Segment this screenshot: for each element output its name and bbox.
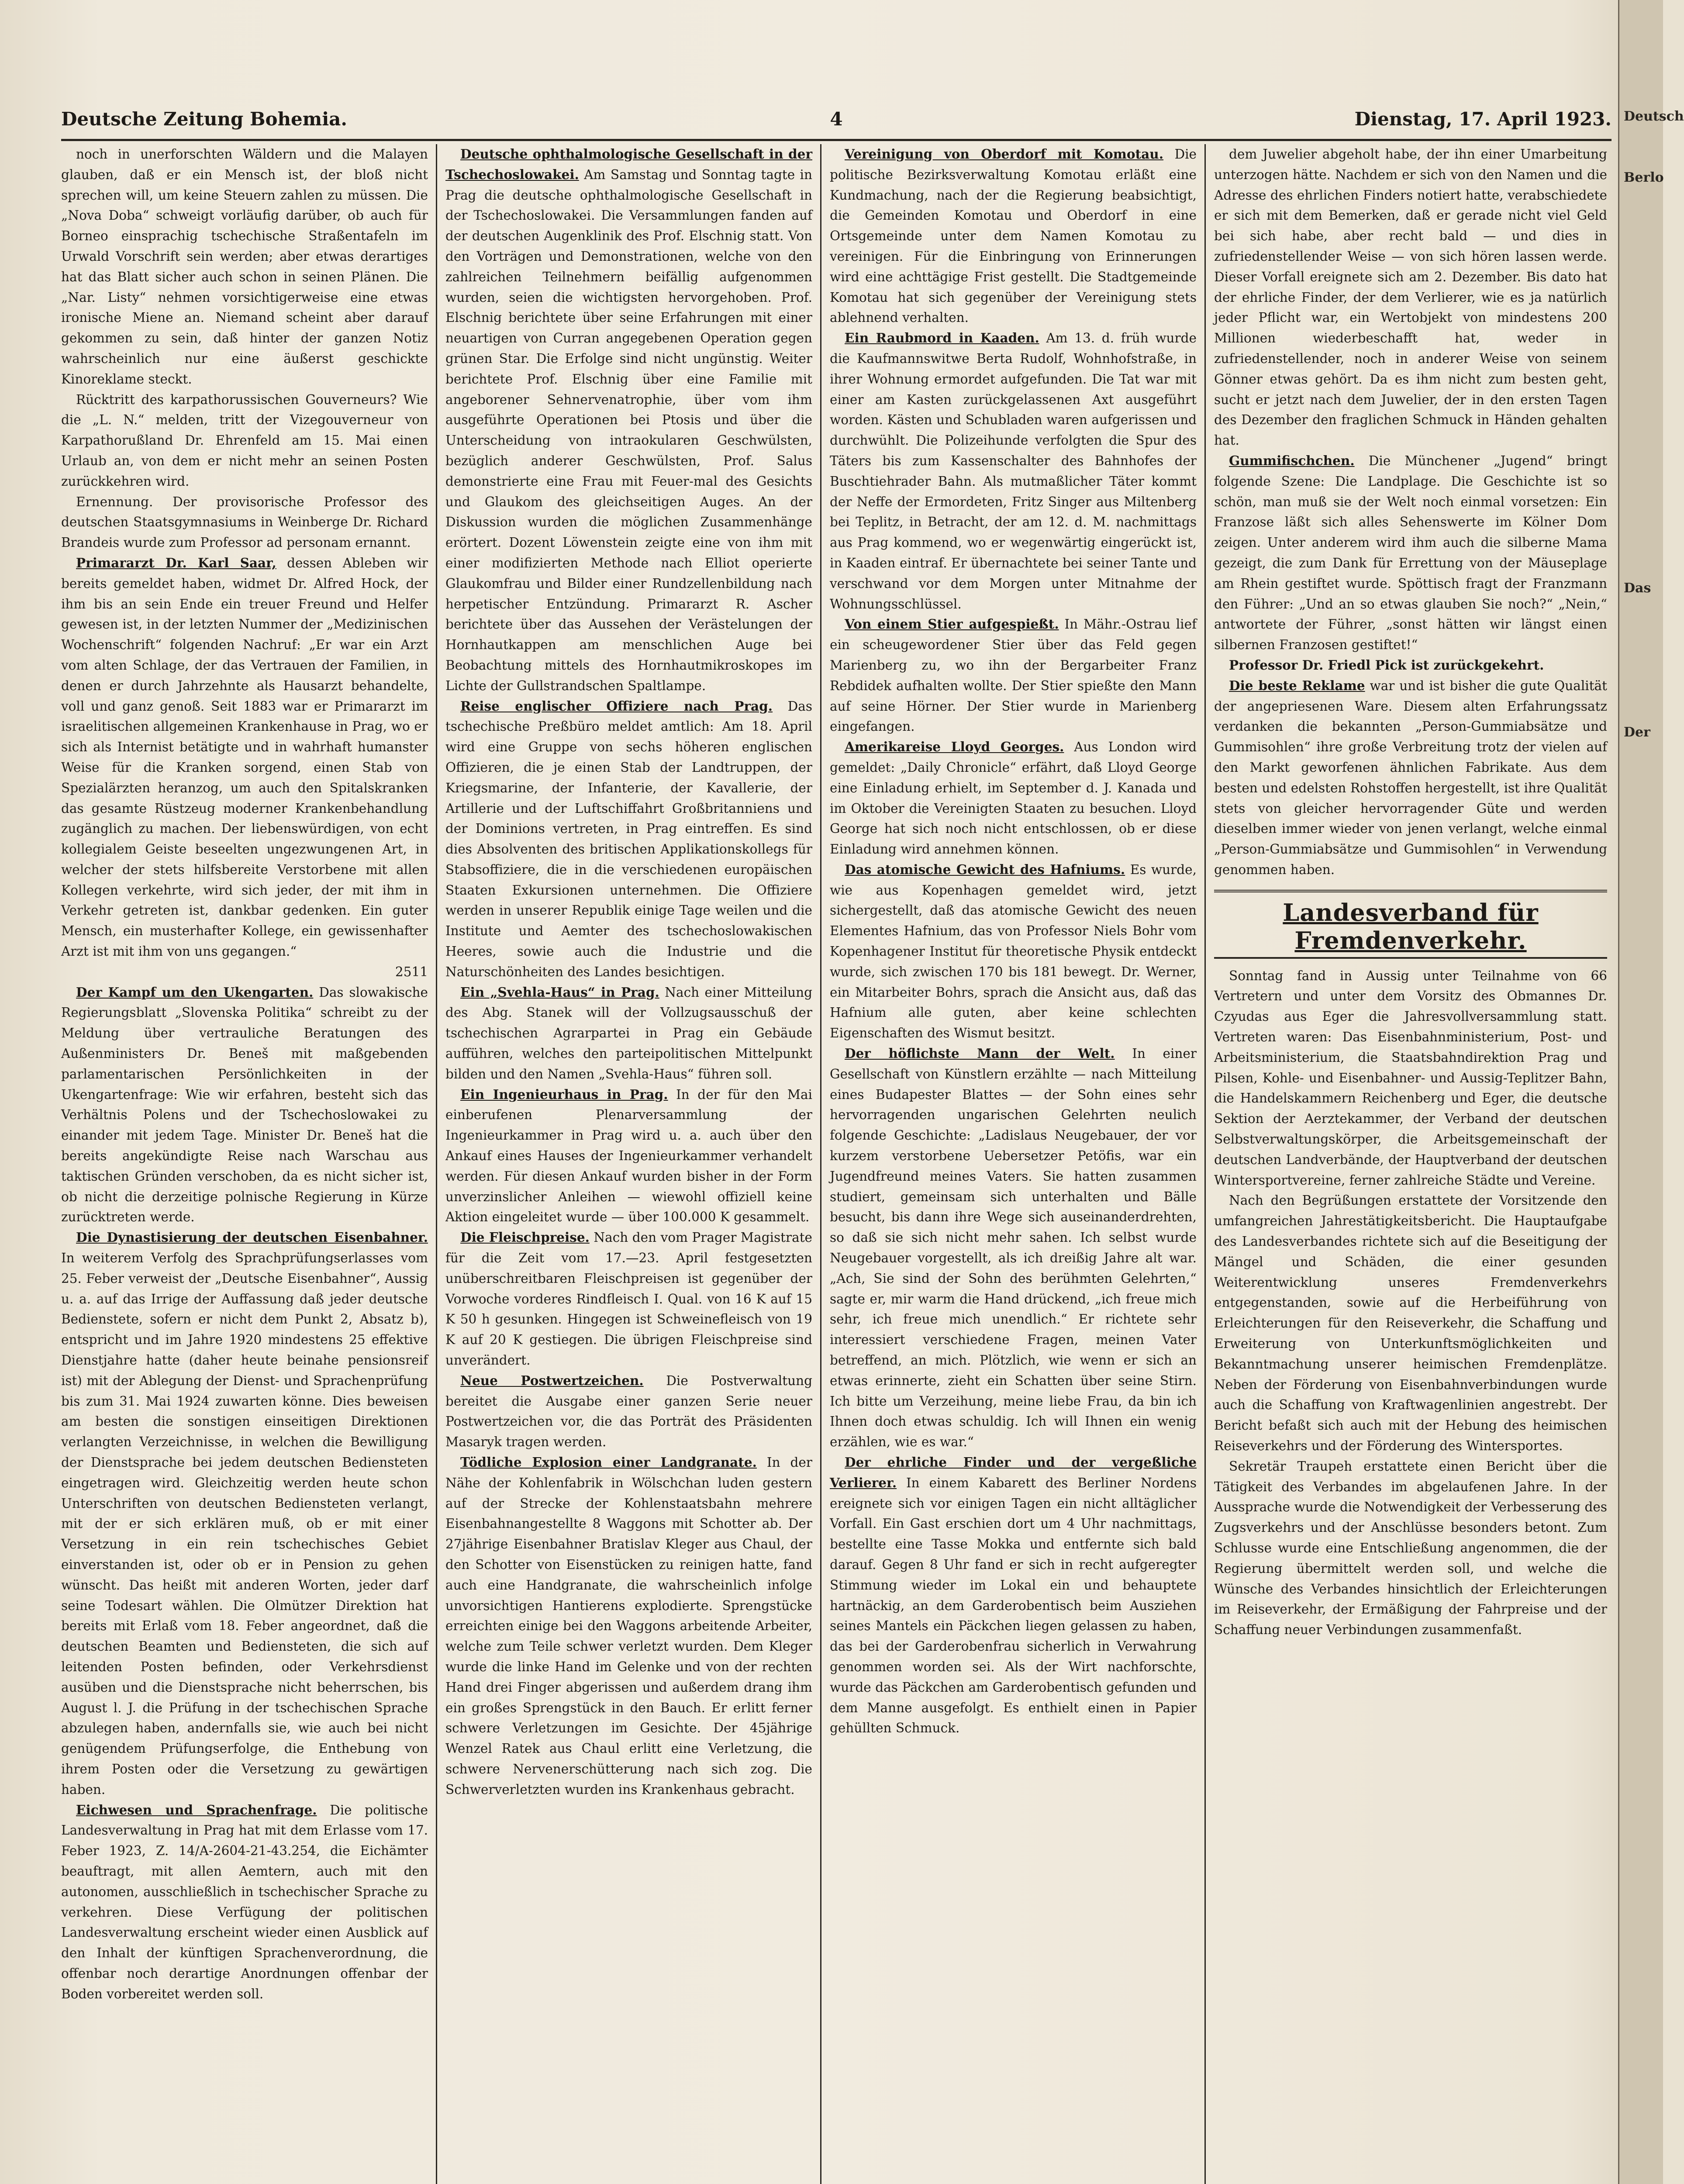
- column-4: [1214, 144, 1607, 2184]
- article-heading: Gummifischchen.: [1229, 453, 1355, 468]
- article-text: Das tschechische Preßbüro meldet amtlich: Am 18. April wird eine Gruppe von sechs höheren englischen Offizieren, die je einen Stab der Landtruppen, der Kriegsmarine, der Infanterie, der Kavallerie, der Artillerie und der Luftschiffahrt Großbritanniens und der Dominions vertreten, in Prag eintreffen. Es sind dies Absolventen des britischen Applikationskollegs für Stabsoffiziere, die in die verschiedenen europäischen Staaten Exkursionen unternehmen. Die Offiziere werden in unserer Republik einige Tage weilen und die Institute und Aemter des tschechoslowakischen Heeres, sowie auch die Industrie und die Naturschönheiten des Landes besichtigen.: [445, 698, 812, 979]
- article-heading: Vereinigung von Oberdorf mit Komotau.: [845, 146, 1164, 162]
- edge-fragment: Deutsch: [1624, 109, 1684, 124]
- article-text: Ernennung. Der provisorische Professor des deutschen Staatsgymnasiums in Weinberge Dr. Richard Brandeis wurde zum Professor ad personam ernannt.: [61, 494, 428, 550]
- article: [830, 737, 1197, 860]
- article: [445, 1371, 812, 1452]
- article-heading: Deutsche ophthalmologische Gesellschaft in der Tschechoslowakei.: [445, 146, 812, 182]
- article-heading: Ein Ingenieurhaus in Prag.: [460, 1086, 668, 1102]
- article-heading: Der höflichste Mann der Welt.: [845, 1046, 1115, 1061]
- article: [830, 1452, 1197, 1738]
- edge-fragment: Berlo: [1624, 170, 1664, 185]
- article: [445, 696, 812, 982]
- article-heading: Ein Raubmord in Kaaden.: [845, 330, 1039, 346]
- article-text: Die Münchener „Jugend“ bringt folgende Szene: Die Landplage. Die Geschichte ist so schön, man muß sie der Welt noch einmal vorsetzen: Ein Franzose läßt sich alles Sehenswerte im Kölner Dom zeigen. Unter anderem wird ihm auch die silberne Mama gezeigt, die zum Dank für Errettung von der Mäuseplage am Rhein gestiftet wurde. Spöttisch fragt der Franzmann den Führer: „Und an so etwas glauben Sie noch?“ „Nein,“ antwortete der Führer, „sonst hätten wir längst einen silbernen Franzosen gestiftet!“: [1214, 453, 1607, 653]
- article-heading: Die Dynastisierung der deutschen Eisenbahner.: [76, 1230, 428, 1245]
- article-text: In der für den Mai einberufenen Plenarversammlung der Ingenieurkammer in Prag wird u. a. auch über den Ankauf eines Hauses der Ingenieurkammer verhandelt werden. Für diesen Ankauf wurden bisher in der Form unverzinslicher Anleihen — wiewohl offiziell keine Aktion eingeleitet wurde — über 100.000 K gesammelt.: [445, 1087, 812, 1225]
- article-text: Aus London wird gemeldet: „Daily Chronicle“ erfährt, daß Lloyd George eine Einladung erhielt, im September d. J. Kanada und im Oktober die Vereinigten Staaten zu besuchen. Lloyd George hat sich noch nicht entschlossen, ob er diese Einladung wird annehmen können.: [830, 740, 1197, 857]
- article-heading: Der Kampf um den Ukengarten.: [76, 984, 314, 1000]
- newspaper-title: Deutsche Zeitung Bohemia.: [61, 108, 347, 130]
- edge-fragment: Der: [1624, 725, 1650, 740]
- article-text: Die politische Bezirksverwaltung Komotau erläßt eine Kundmachung, nach der die Regierung beabsichtigt, die Gemeinden Komotau und Oberdorf in eine Ortsgemeinde unter dem Namen Komotau zu vereinigen. Für die Einbringung von Erinnerungen wird eine achttägige Frist gestellt. Die Stadtgemeinde Komotau hat sich gegenüber der Vereinigung stets ablehnend verhalten.: [830, 147, 1197, 325]
- article-text: Es wurde, wie aus Kopenhagen gemeldet wird, jetzt sichergestellt, daß das atomische Gewicht des neuen Elementes Hafnium, das von Professor Niels Bohr vom Kopenhagener Institut für theoretische Physik entdeckt wurde, sich zwischen 170 bis 181 bewegt. Dr. Werner, ein Mitarbeiter Bohrs, sprach die Ansicht aus, daß das Hafnium alle guten, aber keine schlechten Eigenschaften des Wismut besitzt.: [830, 862, 1197, 1041]
- article: [61, 1800, 428, 2004]
- article-heading: Ein „Svehla-Haus“ in Prag.: [460, 984, 659, 1000]
- article: [830, 144, 1197, 328]
- article-text: dem Juwelier abgeholt habe, der ihn einer Umarbeitung unterzogen hätte. Nachdem er sich von den Namen und die Adresse des ehrlichen Finders notiert hatte, verabschiedete er sich mit dem Bemerken, daß er gerade nicht viel Geld bei sich habe, aber recht bald — und dies in zufriedenstellender Weise — von sich hören lassen werde. Dieser Vorfall ereignete sich am 2. Dezember. Bis dato hat der ehrliche Finder, der dem Verlierer, wie es ja natürlich jeder Pflicht war, ein Wertobjekt von mindestens 200 Millionen wiederbeschafft hat, weder in zufriedenstellender, noch in anderer Weise von seinem Gönner etwas gehört. Da es ihm nicht zum besten geht, sucht er jetzt nach dem Juwelier, der in den ersten Tagen des Dezember den fraglichen Schmuck in Händen gehalten hat.: [1214, 147, 1607, 448]
- article-text: In einem Kabarett des Berliner Nordens ereignete sich vor einigen Tagen ein nicht alltäglicher Vorfall. Ein Gast erschien dort um 4 Uhr nachmittags, bestellte eine Tasse Mokka und entfernte sich bald darauf. Gegen 8 Uhr fand er sich in recht aufgeregter Stimmung wieder im Lokal ein und behauptete hartnäckig, an dem Garderobentisch beim Ausziehen seines Mantels ein Päckchen liegen gelassen zu haben, das bei der Garderobenfrau sicherlich in Verwahrung genommen worden sei. Als der Wirt nachforschte, wurde das Päckchen am Garderobentisch gefunden und dem Manne ausgefolgt. Es enthielt einen in Papier gehüllten Schmuck.: [830, 1475, 1197, 1736]
- article-text: In der Nähe der Kohlenfabrik in Wölschchan luden gestern auf der Strecke der Kohlenstaatsbahn mehrere Eisenbahnangestellte 8 Waggons mit Schotter ab. Der 27jährige Eisenbahner Bratislav Kleger aus Chaul, der den Schotter von Eisenstücken zu reinigen hatte, fand auch eine Handgranate, die wahrscheinlich infolge unvorsichtigen Hantierens explodierte. Sprengstücke erreichten einige bei den Waggons arbeitende Arbeiter, welche zum Teile schwer verletzt wurden. Dem Kleger wurde die linke Hand im Gelenke und von der rechten Hand drei Finger abgerissen und außerdem drang ihm ein großes Sprengstück in den Bauch. Er erlitt ferner schwere Verletzungen im Gesichte. Der 45jährige Wenzel Ratek aus Chaul erlitt eine Verletzung, die schwere Nervenerschütterung nach sich zog. Die Schwerverletzten wurden ins Krankenhaus gebracht.: [445, 1455, 812, 1797]
- edge-fragment: Das: [1624, 581, 1651, 596]
- section-box: [1214, 890, 1607, 959]
- article-text: Nach den Begrüßungen erstattete der Vorsitzende den umfangreichen Jahrestätigkeitsbericht. Die Hauptaufgabe des Landesverbandes richtete sich auf die Beseitigung der Mängel und Schäden, die einer gesunden Weiterentwicklung unseres Fremdenverkehrs entgegenstanden, sowie auf die Herbeiführung von Erleichterungen für den Reiseverkehr, die Schaffung und Erweiterung von Unterkunftsmöglichkeiten und Bekanntmachung unserer heimischen Fremdenplätze. Neben der Förderung von Eisenbahnverbindungen wurde auch die Schaffung von Kraftwagenlinien angestrebt. Der Bericht befaßt sich auch mit der Hebung des heimischen Reiseverkehrs und der Förderung des Wintersportes.: [1214, 1193, 1607, 1454]
- article: [445, 1227, 812, 1371]
- article-text: In Mähr.-Ostrau lief ein scheugewordener Stier über das Feld gegen Marienberg zu, wo ihn der Bergarbeiter Franz Rebdidek aufhalten wollte. Der Stier spießte den Mann auf seine Hörner. Der Stier wurde in Marienberg eingefangen.: [830, 617, 1197, 734]
- article: [830, 328, 1197, 614]
- article-text: Am 13. d. früh wurde die Kaufmannswitwe Berta Rudolf, Wohnhofstraße, in ihrer Wohnung ermordet aufgefunden. Die Tat war mit einer am Kasten zurückgelassenen Axt ausgeführt worden. Kästen und Schubladen waren aufgerissen und durchwühlt. Die Polizeihunde verfolgten die Spur des Täters bis zum Kassenschalter des Bahnhofes der Buschtiehrader Bahn. Als mutmaßlicher Täter kommt der Neffe der Ermordeten, Fritz Singer aus Miltenberg bei Teplitz, in Betracht, der am 12. d. M. nachmittags aus Prag kommend, wo er wegenwärtig eingerückt ist, in Kaaden eintraf. Er übernachtete bei seiner Tante und verschwand vor dem Morgen unter Mitnahme der Wohnungsschlüssel.: [830, 331, 1197, 612]
- article-heading: Die Fleischpreise.: [460, 1230, 590, 1245]
- article: [830, 860, 1197, 1044]
- page-header: [61, 104, 1612, 141]
- article-heading: Eichwesen und Sprachenfrage.: [76, 1802, 317, 1818]
- article-text: Nach einer Mitteilung des Abg. Stanek will der Vollzugsausschuß der tschechischen Agrarpartei in Prag ein Gebäude aufführen, welches den parteipolitischen Mittelpunkt bilden und den Namen „Svehla-Haus“ führen soll.: [445, 985, 812, 1082]
- article-text: Das slowakische Regierungsblatt „Slovenska Politika“ schreibt zu der Meldung über vertrauliche Beratungen des Außenministers Dr. Beneš mit maßgebenden parlamentarischen Persönlichkeiten in der Ukengartenfrage: Wie wir erfahren, besteht sich das Verhältnis Polens und der Tschechoslowakei zu einander mit jedem Tage. Minister Dr. Beneš hat die bereits angekündigte Reise nach Warschau aus taktischen Gründen verschoben, da es nicht sicher ist, ob nicht die derzeitige polnische Regierung in Kürze zurücktreten werde.: [61, 985, 428, 1225]
- article-columns: [61, 144, 1612, 2184]
- section-title: Landesverband für Fremdenverkehr.: [1283, 898, 1539, 954]
- article: [445, 1452, 812, 1800]
- article-heading: Primararzt Dr. Karl Saar,: [76, 555, 276, 570]
- article-heading: Das atomische Gewicht des Hafniums.: [845, 861, 1125, 877]
- article-heading: Die beste Reklame: [1229, 677, 1365, 693]
- article-text: Am Samstag und Sonntag tagte in Prag die deutsche ophthalmologische Gesellschaft in der Tschechoslowakei. Die Versammlungen fanden auf der deutschen Augenklinik des Prof. Elschnig statt. Von den Vorträgen und Demonstrationen, welche von den zahlreichen Teilnehmern beifällig aufgenommen wurden, seien die wichtigsten hervorgehoben. Prof. Elschnig berichtete über seine Erfahrungen mit einer neuartigen von Curran angegebenen Operation gegen grünen Star. Die Erfolge sind nicht ungünstig. Weiter berichtete Prof. Elschnig über eine Familie mit angeborener Sehnervenatrophie, über vom ihm ausgeführte Operationen bei Ptosis und über die Unterscheidung von intraokularen Geschwülsten, bezüglich anderer Geschwülsten, Prof. Salus demonstrierte eine Frau mit Feuer-mal des Gesichts und Glaukom des gleichseitigen Auges. An der Diskussion wurden die möglichen Zusammenhänge erörtert. Dozent Löwenstein zeigte eine von ihm mit einer modifizierten Methode nach Elliot operierte Glaukomfrau und Bilder einer Rundzellenbildung nach herpetischer Entzündung. Primararzt R. Ascher berichtete über das Aussehen der Verästelungen der Hornhautkappen am menschlichen Auge bei Beobachtung mittels des Hornhautmikroskopes im Lichte der Gullstrandschen Spaltlampe.: [445, 167, 812, 693]
- adjacent-page-edge: [1618, 0, 1684, 2184]
- article-heading: Tödliche Explosion einer Landgranate.: [460, 1455, 757, 1470]
- article-heading: Von einem Stier aufgespießt.: [845, 616, 1059, 632]
- article: [61, 982, 428, 1228]
- column-1: [61, 144, 428, 2184]
- article-text: Die Postverwaltung bereitet die Ausgabe einer ganzen Serie neuer Postwertzeichen vor, die das Porträt des Präsidenten Masaryk tragen werden.: [445, 1373, 812, 1450]
- article-text: In weiterem Verfolg des Sprachprüfungserlasses vom 25. Feber verweist der „Deutsche Eisenbahner“, Aussig u. a. auf das Irrige der Auffassung daß jeder deutsche Bedienstete, sofern er nicht dem Punkt 2, Absatz b), entspricht und im Jahre 1920 mindestens 25 effektive Dienstjahre hatte (daher heute beinahe pensionsreif ist) mit der Ablegung der Dienst- und Sprachenprüfung bis zum 31. Mai 1924 zuwarten könne. Dies beweisen am besten die sonstigen einseitigen Direktionen verlangten Verzeichnisse, in welchen die Bewilligung der Dienstsprache bei jedem deutschen Bediensteten eingetragen wird. Gleichzeitig werden heute schon Unterschriften von deutschen Bediensteten verlangt, mit der er sich erklären muß, ob er mit einer Versetzung in ein rein tschechisches Gebiet einverstanden ist, oder ob er in Pension zu gehen wünscht. Das heißt mit anderen Worten, jeder darf seine Todesart wählen. Die Olmützer Direktion hat bereits mit Erlaß vom 18. Feber angeordnet, daß die deutschen Beamten und Bediensteten, die sich auf leitenden Posten befinden, oder Verkehrsdienst ausüben und die Dienstsprache nicht beherrschen, bis August l. J. die Prüfung in der tschechischen Sprache abzulegen haben, andernfalls sie, wie auch bei nicht genügendem Prüfungserfolge, die Enthebung von ihrem Posten oder die Versetzung zu gewärtigen haben.: [61, 1251, 428, 1797]
- article-text: Sekretär Traupeh erstattete einen Bericht über die Tätigkeit des Verbandes im abgelaufenen Jahre. In der Aussprache wurde die Notwendigkeit der Verbesserung des Zugsverkehrs und der Anschlüsse besonders betont. Zum Schlusse wurde eine Entschließung angenommen, die der Regierung übermittelt werden soll, und welche die Wünsche des Verbandes hinsichtlich der Erleichterungen im Reiseverkehr, der Ermäßigung der Fahrpreise und der Schaffung neuer Verbindungen zusammenfaßt.: [1214, 1458, 1607, 1638]
- article-text: dessen Ableben wir bereits gemeldet haben, widmet Dr. Alfred Hock, der ihm bis an sein Ende ein treuer Freund und Helfer gewesen ist, in der letzten Nummer der „Medizinischen Wochenschrift“ folgenden Nachruf: „Er war ein Arzt vom alten Schlage, der das Vertrauen der Familien, in denen er durch Jahrzehnte als Hausarzt behandelte, voll und ganz genoß. Seit 1883 war er Primararzt im israelitischen allgemeinen Krankenhause in Prag, wo er sich als Internist betätigte und in wahrhaft humanster Weise für die Kranken sorgend, einen Stab von Spezialärzten heranzog, um auch den Spitalskranken das gesamte Rüstzeug moderner Krankenbehandlung zugänglich zu machen. Der liebenswürdigen, von echt kollegialem Geiste beseelten ungezwungenen Art, in welcher der stets hilfsbereite Verstorbene mit allen Kollegen verkehrte, wird sich jeder, der mit ihm in Verkehr getreten ist, dankbar gedenken. Ein guter Mensch, ein musterhafter Kollege, ein gewissenhafter Arzt ist mit ihm von uns gegangen.“: [61, 555, 428, 959]
- article-text: noch in unerforschten Wäldern und die Malayen glauben, daß er ein Mensch ist, der bloß nicht sprechen will, um keine Steuern zahlen zu müssen. Die „Nova Doba“ schweigt vorläufig darüber, ob auch für Borneo einsprachig tschechische Straßentafeln im Urwald Vorschrift sein werden; aber etwas derartiges hat das Blatt sicher auch schon in seinen Plänen. Die „Nar. Listy“ nehmen vorsichtigerweise eine etwas ironische Miene an. Niemand scheint aber darauf gekommen zu sein, daß hinter der ganzen Notiz wahrscheinlich nur eine äußerst geschickte Kinoreklame steckt.: [61, 147, 428, 387]
- article: [445, 1085, 812, 1228]
- article-text: war und ist bisher die gute Qualität der angepriesenen Ware. Diesem alten Erfahrungssatz verdanken die bekannten „Person-Gummiabsätze und Gummisohlen“ ihre große Verbreitung trotz der vielen auf den Markt geworfenen ähnlichen Fabrikate. Aus dem besten und edelsten Rohstoffen hergestellt, ist ihre Qualität stets von gleicher hervorragender Güte und werden dieselben immer wieder von jenen verlangt, welche einmal „Person-Gummiabsätze und Gummisohlen“ in Verwendung genommen haben.: [1214, 678, 1607, 877]
- article-number: 2511: [395, 964, 428, 979]
- column-rule: [1204, 144, 1206, 2184]
- article: [61, 553, 428, 962]
- page-number: 4: [830, 108, 843, 130]
- column-3: [830, 144, 1197, 2184]
- column-rule: [436, 144, 437, 2184]
- article: [830, 1044, 1197, 1452]
- article-heading: Der ehrliche Finder und der vergeßliche Verlierer.: [830, 1455, 1197, 1490]
- article-text: Rücktritt des karpathorussischen Gouverneurs? Wie die „L. N.“ melden, tritt der Vizegouverneur von Karpathorußland Dr. Ehrenfeld am 15. Mai einen Urlaub an, von dem er nicht mehr an seinen Posten zurückkehren wird.: [61, 392, 428, 489]
- article-text: Sonntag fand in Aussig unter Teilnahme von 66 Vertretern und unter dem Vorsitz des Obmannes Dr. Czyudas aus Eger die Jahresvollversammlung statt. Vertreten waren: Das Eisenbahnministerium, Post- und Arbeitsministerium, die Staatsbahndirektion Prag und Pilsen, Kohle- und Eisenbahner- und Aussig-Teplitzer Bahn, die Handelskammern Reichenberg und Eger, die deutsche Sektion der Aerztekammer, der Verband der deutschen Selbstverwaltungskörper, die Arbeitsgemeinschaft der deutschen Landverbände, der Hauptverband der deutschen Wintersportvereine, ferner zahlreiche Städte und Vereine.: [1214, 968, 1607, 1188]
- article-heading: Neue Postwertzeichen.: [460, 1372, 644, 1388]
- article-text: In einer Gesellschaft von Künstlern erzählte — nach Mitteilung eines Budapester Blattes — der Sohn eines sehr hervorragenden ungarischen Gelehrten neulich folgende Geschichte: „Ladislaus Neugebauer, der vor kurzem verstorbene Uebersetzer Petöfis, war ein Jugendfreund meines Vaters. Sie hatten zusammen studiert, gemeinsam sich unterhalten und Bälle besucht, bis dann ihre Wege sich auseinanderdrehten, so daß sie sich nicht mehr sahen. Ich selbst wurde Neugebauer vorgestellt, als ich dreißig Jahre alt war. „Ach, Sie sind der Sohn des berühmten Gelehrten,“ sagte er, mir warm die Hand drückend, „ich freue mich sehr, ich freue mich unendlich.“ Er richtete sehr interessiert verschiedene Fragen, meinen Vater betreffend, an mich. Plötzlich, wie wenn er sich an etwas erinnerte, zieht ein Schatten über seine Stirn. Ich bitte um Verzeihung, meine liebe Frau, da bin ich Ihnen doch etwas schuldig. Ich will Ihnen ein wenig erzählen, wie es war.“: [830, 1046, 1197, 1450]
- article-text: Die politische Landesverwaltung in Prag hat mit dem Erlasse vom 17. Feber 1923, Z. 14/A-2604-21-43.254, die Eichämter beauftragt, mit allen Aemtern, auch mit den autonomen, ausschließlich in tschechischer Sprache zu verkehren. Diese Verfügung der politischen Landesverwaltung erscheint wieder einen Ausblick auf den Inhalt der künftigen Sprachenverordnung, die offenbar noch derartige Anordnungen offenbar der Boden vorbereitet werden soll.: [61, 1802, 428, 2001]
- issue-date: Dienstag, 17. April 1923.: [1354, 108, 1612, 130]
- article: [61, 1227, 428, 1800]
- article: [445, 982, 812, 1085]
- article: [830, 614, 1197, 737]
- article-text: Nach den vom Prager Magistrate für die Zeit vom 17.—23. April festgesetzten unüberschreitbaren Fleischpreisen ist gegenüber der Vorwoche vorderes Rindfleisch I. Qual. von 16 K auf 15 K 50 h gesunken. Hingegen ist Schweinefleisch von 19 K auf 20 K gestiegen. Die übrigen Fleischpreise sind unverändert.: [445, 1230, 813, 1368]
- column-2: [445, 144, 812, 2184]
- article-heading: Reise englischer Offiziere nach Prag.: [460, 698, 773, 714]
- article: [1214, 676, 1607, 880]
- article-text: Professor Dr. Friedl Pick ist zurückgekehrt.: [1229, 657, 1544, 673]
- column-rule: [820, 144, 821, 2184]
- article-heading: Amerikareise Lloyd Georges.: [845, 739, 1064, 755]
- article: [445, 144, 812, 696]
- article: [1214, 451, 1607, 655]
